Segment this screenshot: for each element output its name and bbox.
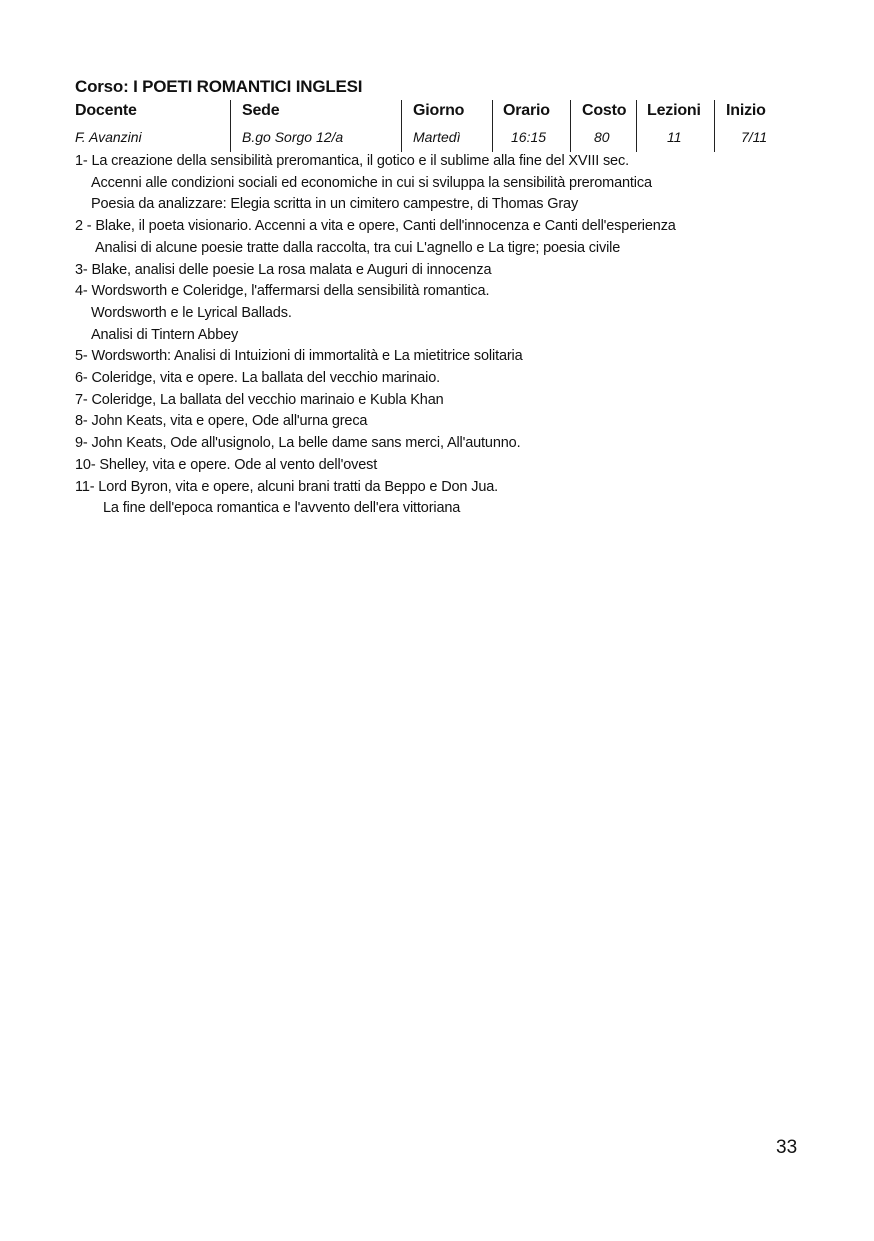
col-lezioni [636,100,715,152]
lesson-item: 3- Blake, analisi delle poesie La rosa malata e Auguri di innocenza [75,261,492,278]
col-costo [570,100,637,152]
header-sede: Sede [242,102,280,119]
value-inizio: 7/11 [741,129,768,145]
lesson-item: La fine dell'epoca romantica e l'avvento dell'era vittoriana [103,500,461,517]
course-info-table [75,100,785,152]
col-sede [230,100,402,152]
lesson-item: 9- John Keats, Ode all'usignolo, La belle dame sans merci, All'autunno. [75,435,521,452]
lesson-list [75,151,795,520]
header-costo: Costo [582,102,627,119]
lesson-item: Wordsworth e le Lyrical Ballads. [91,304,292,321]
col-giorno [401,100,493,152]
lesson-item: 6- Coleridge, vita e opere. La ballata del vecchio marinaio. [75,370,440,387]
lesson-item: 5- Wordsworth: Analisi di Intuizioni di immortalità e La mietitrice solitaria [75,348,523,365]
header-inizio: Inizio [726,102,766,119]
lesson-item: 1- La creazione della sensibilità preromantica, il gotico e il sublime alla fine del XVIII sec. [75,153,629,169]
col-orario [492,100,571,152]
lesson-item: 10- Shelley, vita e opere. Ode al vento dell'ovest [75,456,378,473]
value-giorno: Martedì [413,129,461,145]
lesson-item: Accenni alle condizioni sociali ed economiche in cui si sviluppa la sensibilità preromantica [91,174,652,191]
header-orario: Orario [503,102,550,119]
header-lezioni: Lezioni [647,102,701,119]
lesson-item: 8- John Keats, vita e opere, Ode all'urna greca [75,413,368,430]
lesson-item: 2 - Blake, il poeta visionario. Accenni a vita e opere, Canti dell'innocenza e Canti dell'esperienza [75,218,676,235]
col-docente [75,100,230,152]
value-lezioni: 11 [667,129,682,145]
page-number: 33 [776,1137,798,1158]
value-docente: F. Avanzini [75,129,142,145]
value-sede: B.go Sorgo 12/a [242,129,344,145]
col-inizio [714,100,786,152]
header-docente: Docente [75,102,137,119]
lesson-item: Analisi di alcune poesie tratte dalla raccolta, tra cui L'agnello e La tigre; poesia civile [95,239,621,256]
lesson-item: 11- Lord Byron, vita e opere, alcuni brani tratti da Beppo e Don Jua. [75,478,499,495]
lesson-item: Poesia da analizzare: Elegia scritta in un cimitero campestre, di Thomas Gray [91,196,579,213]
lesson-item: Analisi di Tintern Abbey [91,326,239,343]
value-costo: 80 [594,129,610,145]
course-title: Corso: I POETI ROMANTICI INGLESI [75,77,363,96]
lesson-item: 4- Wordsworth e Coleridge, l'affermarsi della sensibilità romantica. [75,283,490,300]
header-giorno: Giorno [413,102,465,119]
value-orario: 16:15 [511,129,547,145]
lesson-item: 7- Coleridge, La ballata del vecchio marinaio e Kubla Khan [75,391,444,408]
